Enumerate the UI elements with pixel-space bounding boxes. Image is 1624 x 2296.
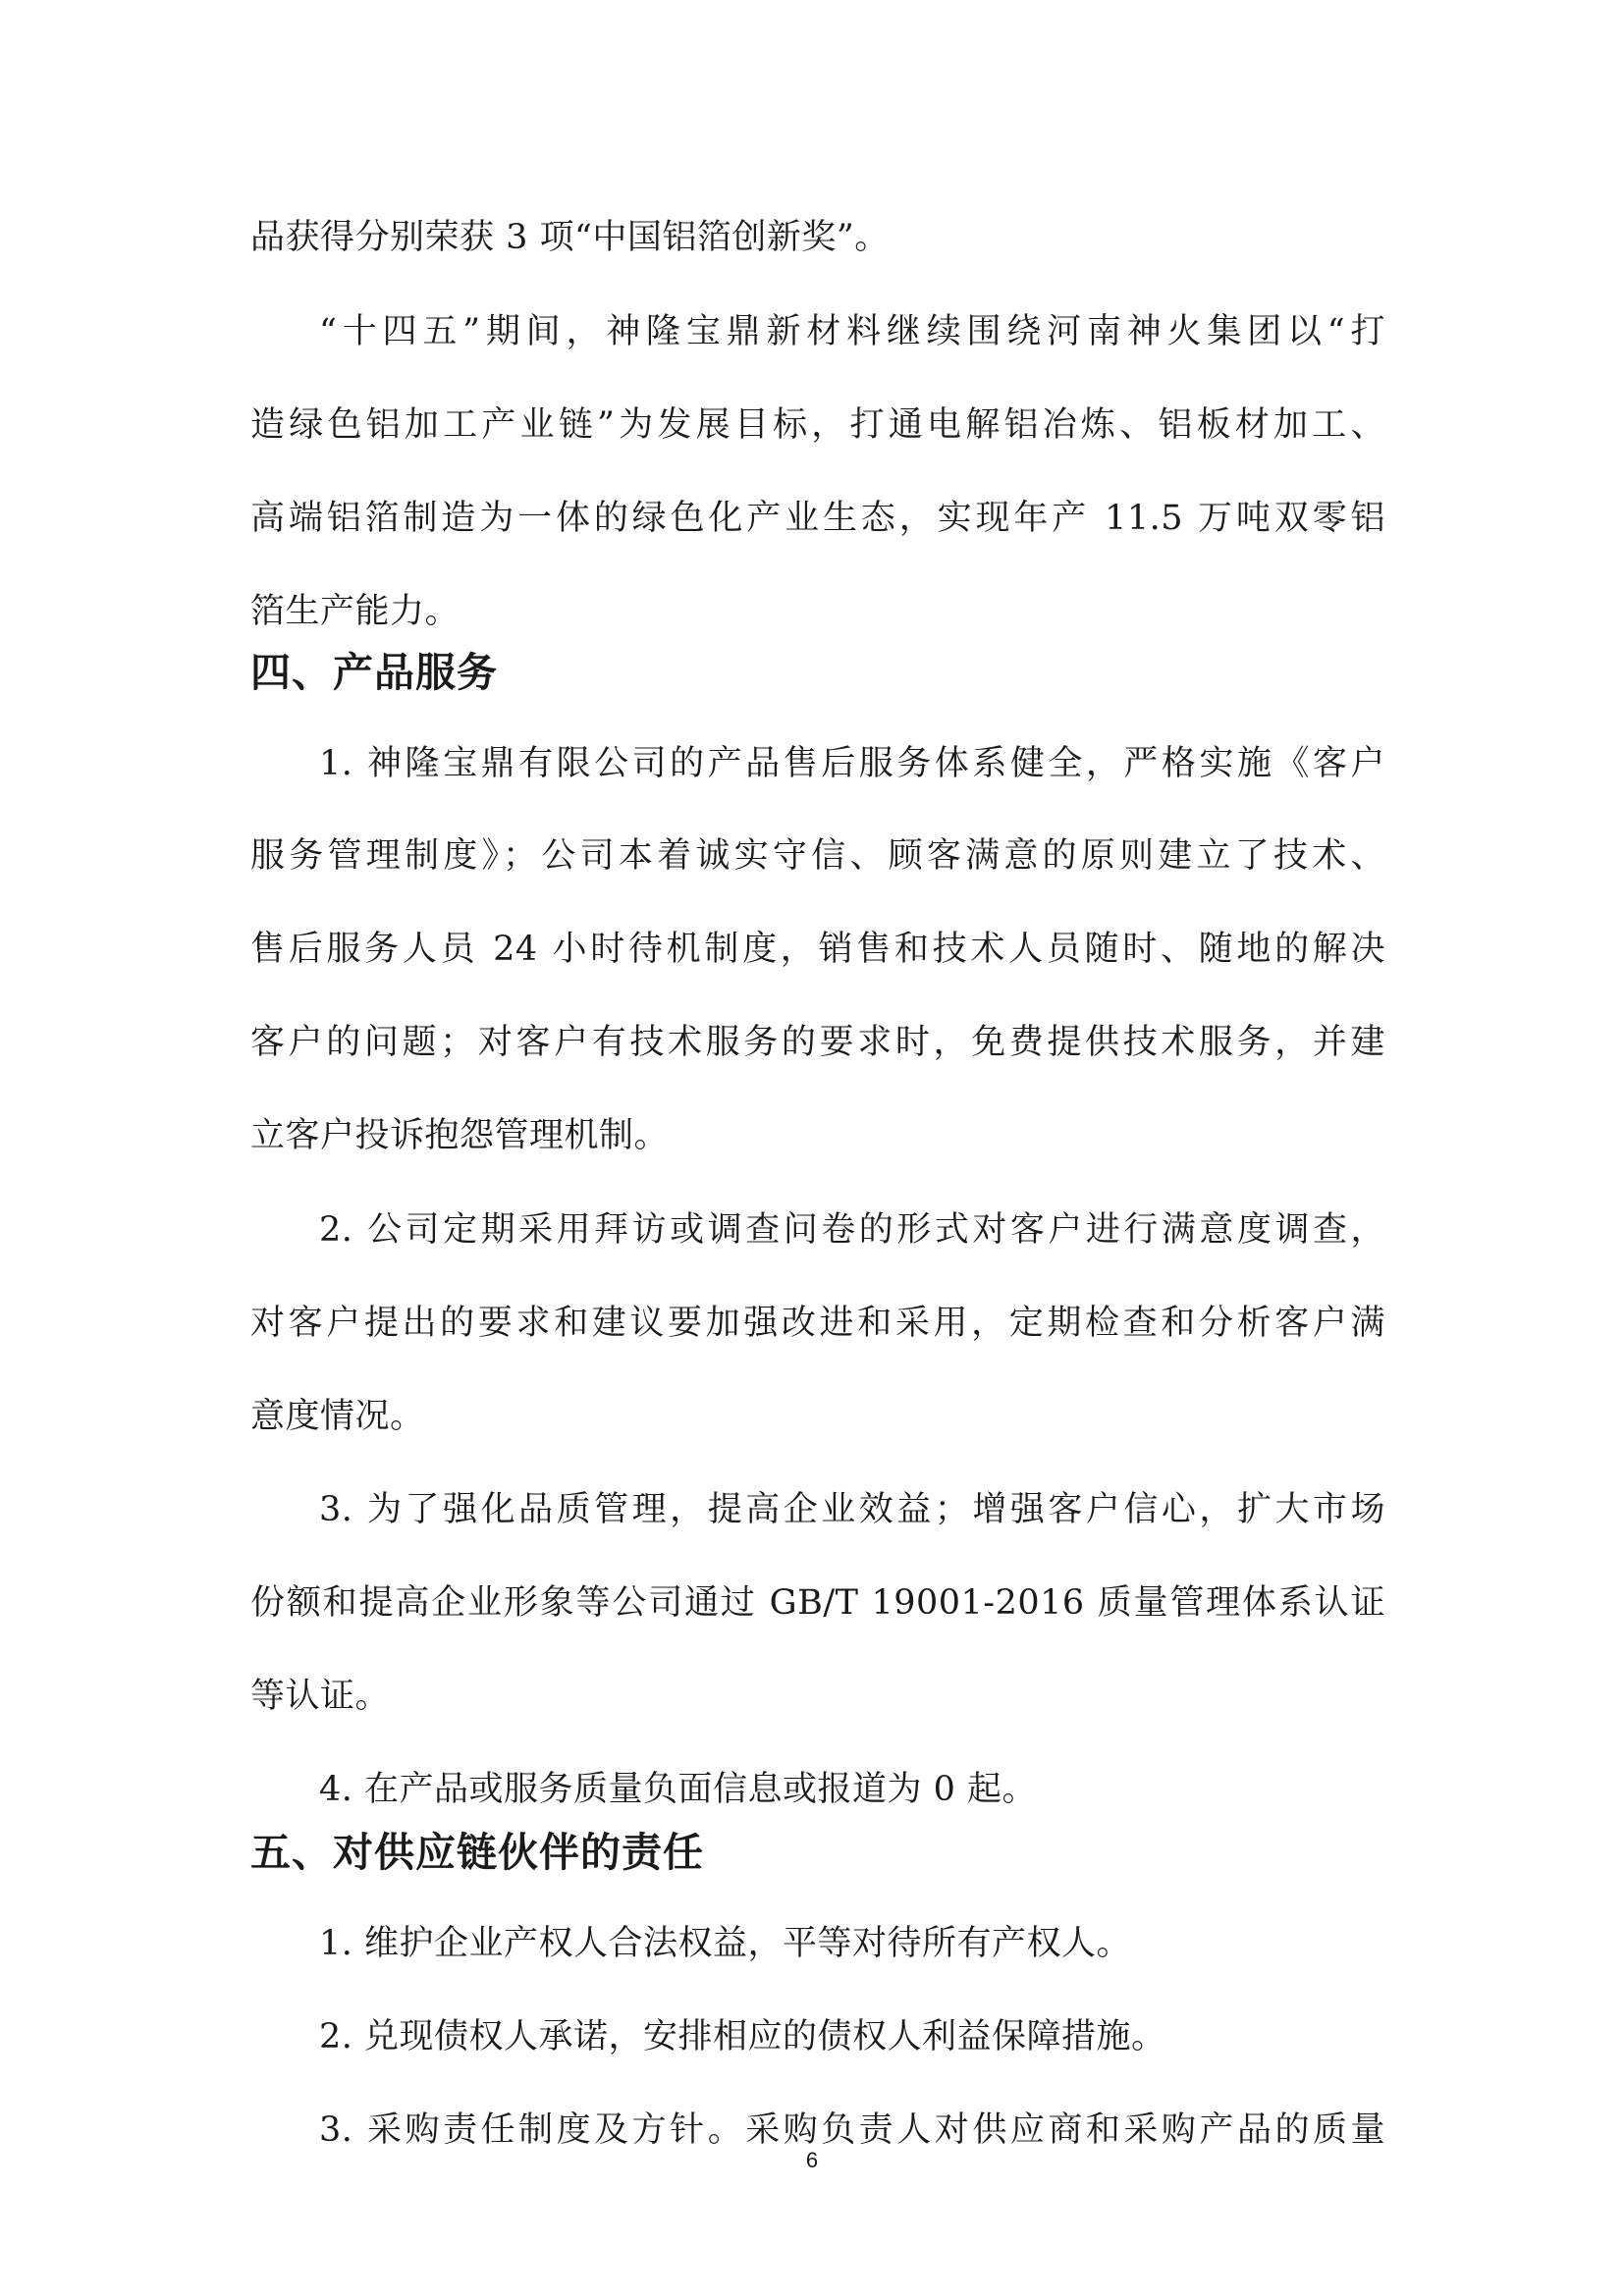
text-line: 高端铝箔制造为一体的绿色化产业生态，实现年产 11.5 万吨双零铝 [250, 499, 1385, 538]
text-line: 等认证。 [250, 1677, 391, 1716]
paragraph-line: 3. 采购责任制度及方针。采购负责人对供应商和采购产品的质量 [319, 2110, 1385, 2150]
text-line: 售后服务人员 24 小时待机制度，销售和技术人员随时、随地的解决 [250, 930, 1385, 969]
paragraph-line: 2. 公司定期采用拜访或调查问卷的形式对客户进行满意度调查， [319, 1210, 1385, 1250]
paragraph-line: 1. 维护企业产权人合法权益，平等对待所有产权人。 [319, 1924, 1132, 1963]
text-line: 立客户投诉抱怨管理机制。 [250, 1116, 670, 1155]
text-line: 服务管理制度》；公司本着诚实守信、顾客满意的原则建立了技术、 [250, 836, 1385, 876]
paragraph-line: 4. 在产品或服务质量负面信息或报道为 0 起。 [319, 1770, 1038, 1809]
text-line: 对客户提出的要求和建议要加强改进和采用，定期检查和分析客户满 [250, 1304, 1385, 1343]
text-line: 品获得分别荣获 3 项“中国铝箔创新奖”。 [250, 218, 890, 257]
section-heading-product-service: 四、产品服务 [250, 649, 498, 696]
paragraph-line: 1. 神隆宝鼎有限公司的产品售后服务体系健全，严格实施《客户 [319, 744, 1385, 783]
text-line: 箔生产能力。 [250, 592, 460, 631]
page-number: 6 [805, 2148, 819, 2172]
section-heading-supply-chain: 五、对供应链伙伴的责任 [250, 1829, 704, 1876]
text-line: 客户的问题；对客户有技术服务的要求时，免费提供技术服务，并建 [250, 1023, 1385, 1062]
text-line: 份额和提高企业形象等公司通过 GB/T 19001-2016 质量管理体系认证 [250, 1583, 1385, 1623]
paragraph-line: 2. 兑现债权人承诺，安排相应的债权人利益保障措施。 [319, 2017, 1166, 2056]
paragraph-line: 3. 为了强化品质管理，提高企业效益；增强客户信心，扩大市场 [319, 1490, 1385, 1529]
text-line: 造绿色铝加工产业链”为发展目标，打通电解铝冶炼、铝板材加工、 [250, 405, 1385, 445]
paragraph-line: “十四五”期间，神隆宝鼎新材料继续围绕河南神火集团以“打 [319, 312, 1385, 351]
text-line: 意度情况。 [250, 1397, 425, 1436]
